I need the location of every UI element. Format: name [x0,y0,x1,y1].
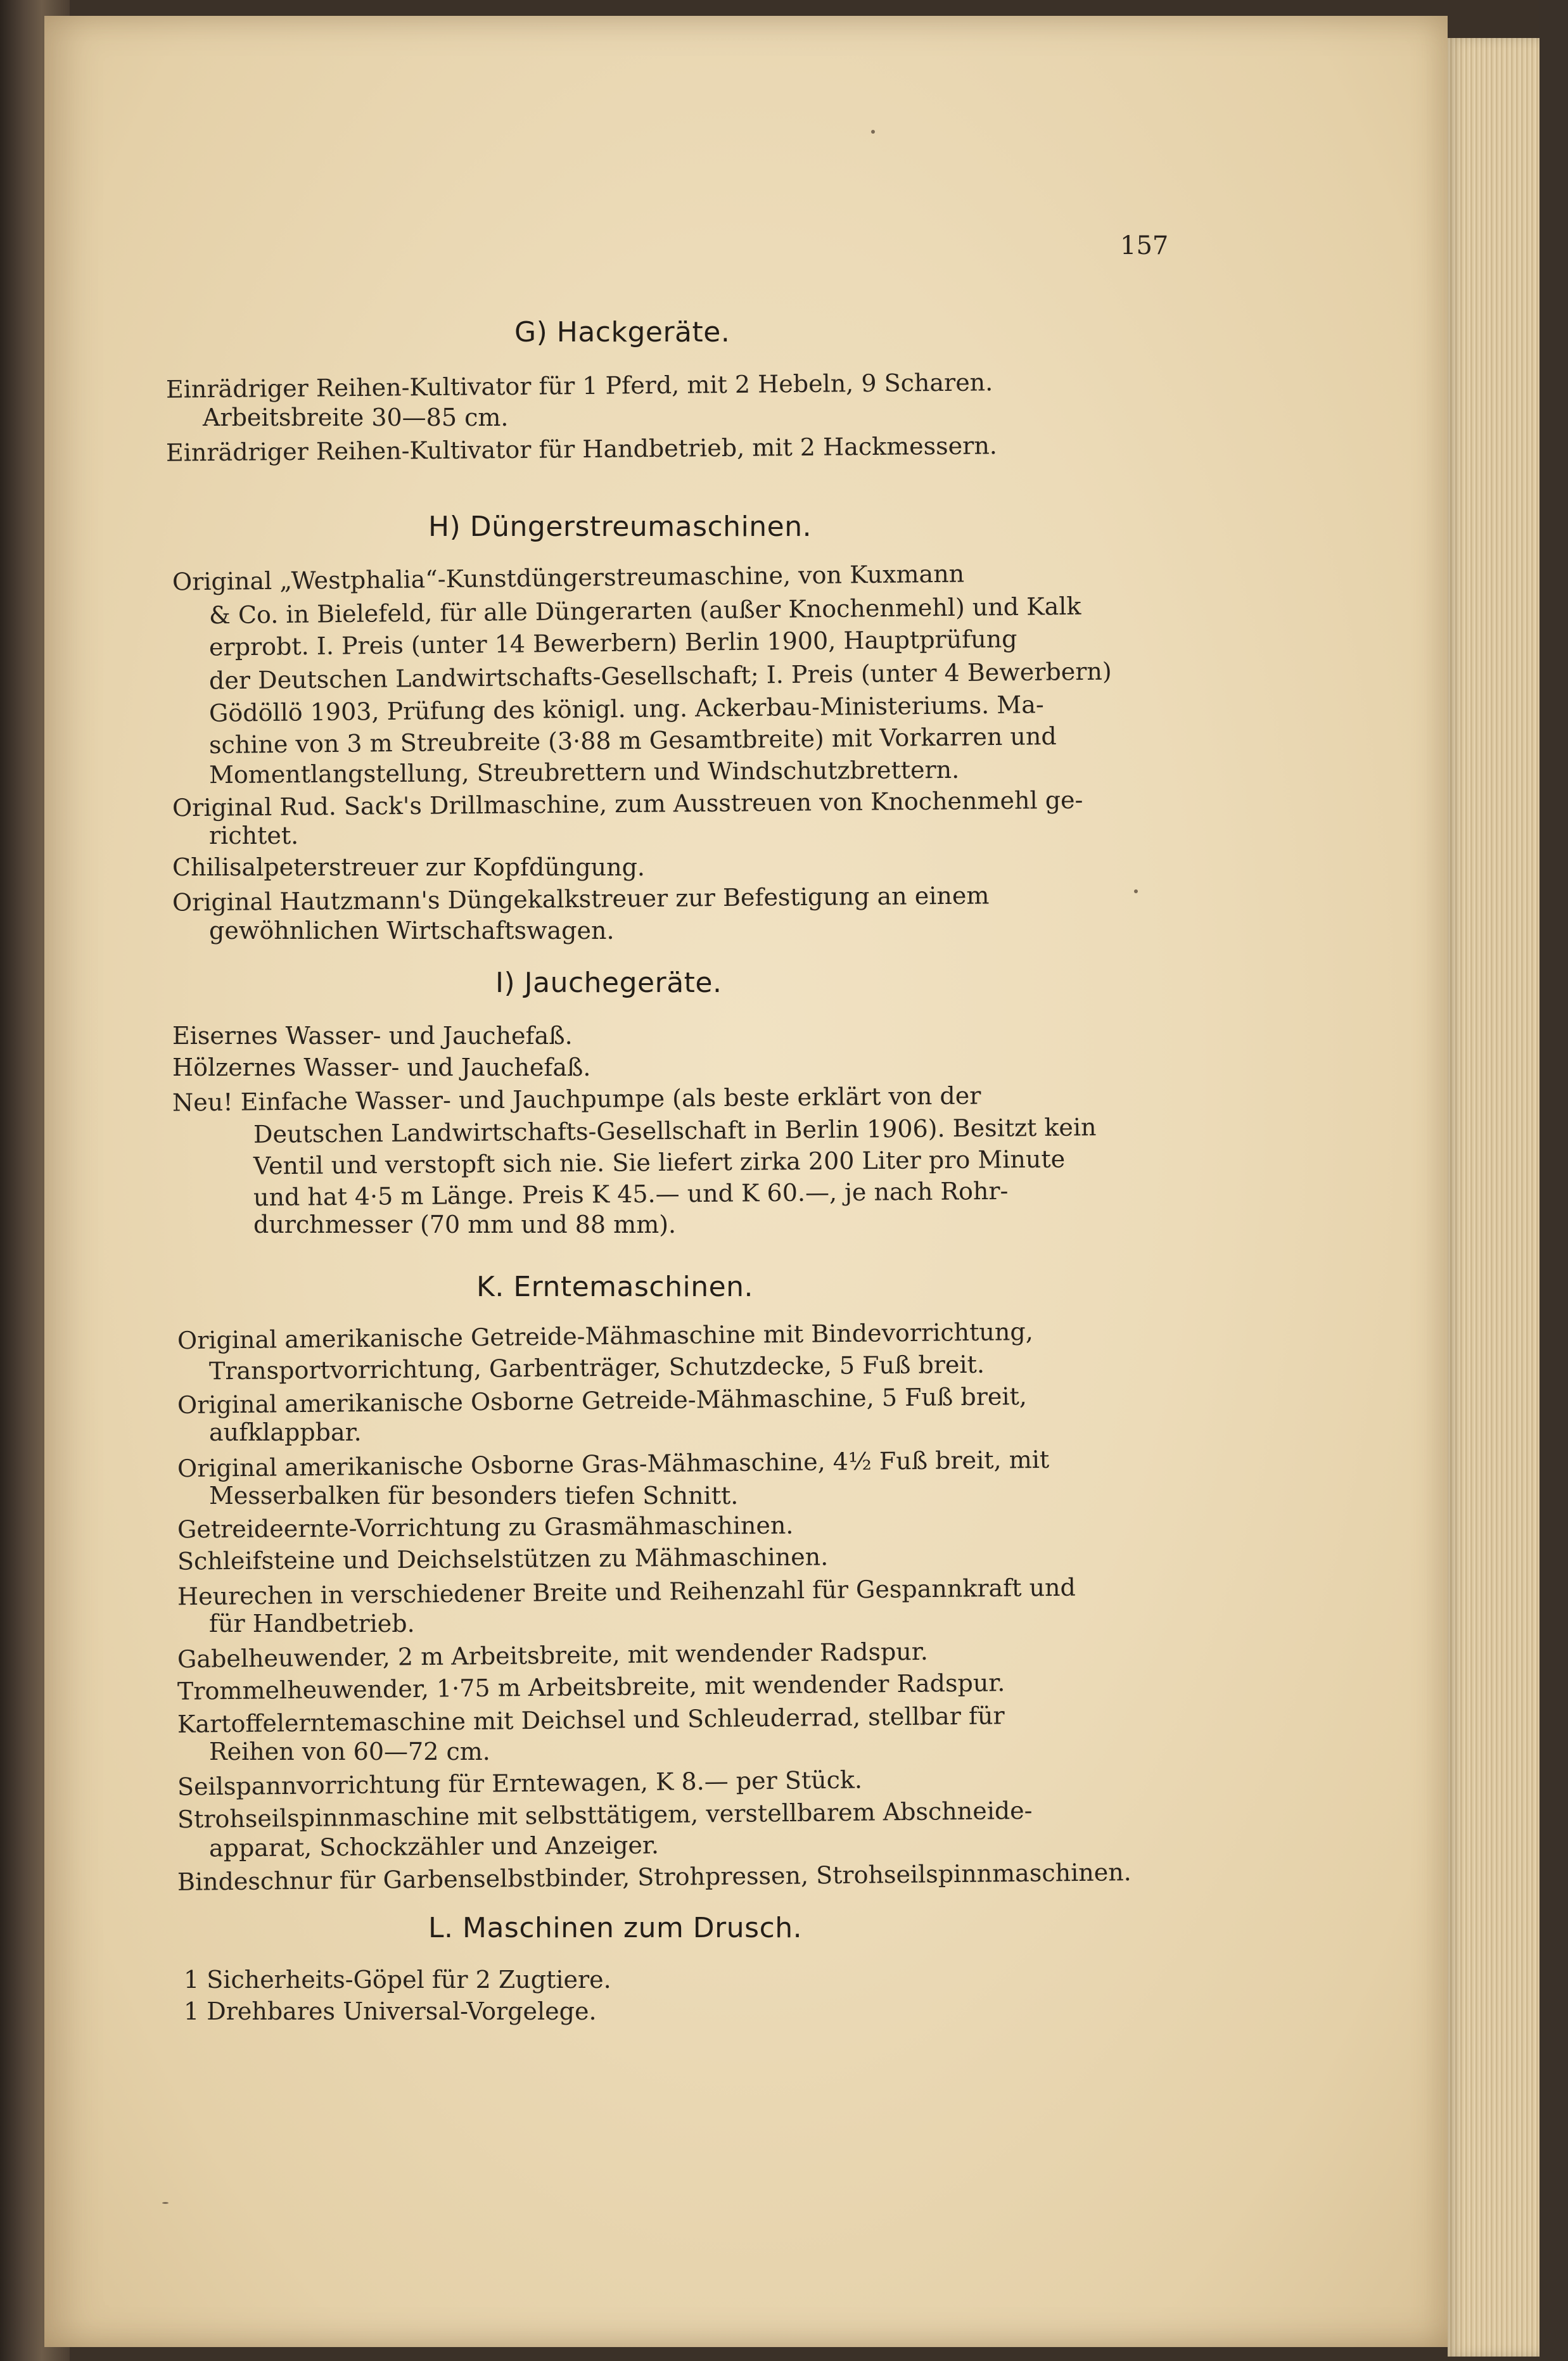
text-line: Deutschen Landwirtschafts-Gesellschaft in Berlin 1906). Besitzt kein [253,1113,1097,1149]
text-line: Trommelheuwender, 1·75 m Arbeitsbreite, mit wendender Radspur. [177,1669,1005,1705]
text-line: Strohseilspinnmaschine mit selbsttätigem, verstellbarem Abschneide- [177,1796,1033,1834]
text-line: und hat 4·5 m Länge. Preis K 45.— und K 60.—, je nach Rohr- [253,1176,1009,1212]
text-line: Gödöllö 1903, Prüfung des königl. ung. Ackerbau-Ministeriums. Ma- [208,690,1044,727]
text-line: erprobt. I. Preis (unter 14 Bewerbern) Berlin 1900, Hauptprüfung [208,625,1017,661]
text-line: Reihen von 60—72 cm. [209,1738,490,1766]
section-heading-l: L. Maschinen zum Drusch. [428,1912,803,1944]
section-heading-h: H) Düngerstreumaschinen. [428,511,812,543]
text-line: Hölzernes Wasser- und Jauchefaß. [172,1053,591,1081]
text-line: Neu! Einfache Wasser- und Jauchpumpe (als beste erklärt von der [172,1081,981,1117]
right-background [1539,0,1568,2361]
text-line: apparat, Schockzähler und Anzeiger. [208,1831,660,1862]
text-line: Gabelheuwender, 2 m Arbeitsbreite, mit wendender Radspur. [177,1637,929,1674]
section-heading-i: I) Jauchegeräte. [495,967,722,999]
text-line: Original amerikanische Osborne Getreide-Mähmaschine, 5 Fuß breit, [177,1382,1028,1420]
text-line: Einrädriger Reihen-Kultivator für 1 Pferd, mit 2 Hebeln, 9 Scharen. [165,368,993,404]
text-line: & Co. in Bielefeld, für alle Düngerarten (außer Knochenmehl) und Kalk [208,592,1081,630]
text-line: Schleifsteine und Deichselstützen zu Mähmaschinen. [177,1543,829,1575]
text-line: Transportvorrichtung, Garbenträger, Schutzdecke, 5 Fuß breit. [208,1350,985,1385]
text-line: für Handbetrieb. [209,1610,415,1638]
section-heading-k: K. Erntemaschinen. [476,1271,754,1303]
text-line: Original Hautzmann's Düngekalkstreuer zur Befestigung an einem [172,881,990,917]
text-line: Arbeitsbreite 30—85 cm. [203,404,509,431]
section-heading-g: G) Hackgeräte. [514,316,730,348]
text-line: Chilisalpeterstreuer zur Kopfdüngung. [172,853,646,881]
paper-speck [1134,889,1138,893]
text-line: Original amerikanische Getreide-Mähmaschine mit Bindevorrichtung, [177,1317,1034,1355]
text-line: 1 Sicherheits-Göpel für 2 Zugtiere. [184,1966,611,1994]
text-line: Einrädriger Reihen-Kultivator für Handbetrieb, mit 2 Hackmessern. [165,431,998,467]
text-line: der Deutschen Landwirtschafts-Gesellschaft; I. Preis (unter 4 Bewerbern) [208,657,1112,695]
text-line: Eisernes Wasser- und Jauchefaß. [172,1022,573,1050]
text-line: richtet. [209,822,299,850]
text-line: schine von 3 m Streubreite (3·88 m Gesamtbreite) mit Vorkarren und [208,722,1057,760]
page-number: 157 [1120,231,1169,260]
paper-speck [871,130,875,134]
text-line: Momentlangstellung, Streubrettern und Windschutzbrettern. [208,755,960,789]
text-line: Heurechen in verschiedener Breite und Reihenzahl für Gespannkraft und [177,1573,1076,1611]
text-line: 1 Drehbares Universal-Vorgelege. [184,1997,597,2025]
text-line: Original „Westphalia“-Kunstdüngerstreumaschine, von Kuxmann [172,559,965,596]
text-line: aufklappbar. [209,1418,362,1446]
text-line: Ventil und verstopft sich nie. Sie liefert zirka 200 Liter pro Minute [253,1145,1066,1180]
text-line: Seilspannvorrichtung für Erntewagen, K 8.— per Stück. [177,1766,863,1801]
text-line: Kartoffelerntemaschine mit Deichsel und Schleuderrad, stellbar für [177,1702,1005,1738]
text-line: durchmesser (70 mm und 88 mm). [253,1211,677,1238]
text-line: Bindeschnur für Garbenselbstbinder, Strohpressen, Strohseilspinnmaschinen. [177,1858,1131,1896]
paper-speck [162,2202,169,2204]
text-line: Original Rud. Sack's Drillmaschine, zum Ausstreuen von Knochenmehl ge- [172,786,1083,822]
text-line: Original amerikanische Osborne Gras-Mähmaschine, 4½ Fuß breit, mit [177,1445,1050,1483]
text-line: Getreideernte-Vorrichtung zu Grasmähmaschinen. [177,1511,794,1544]
text-line: gewöhnlichen Wirtschaftswagen. [209,917,615,945]
text-line: Messerbalken für besonders tiefen Schnitt. [209,1482,739,1510]
